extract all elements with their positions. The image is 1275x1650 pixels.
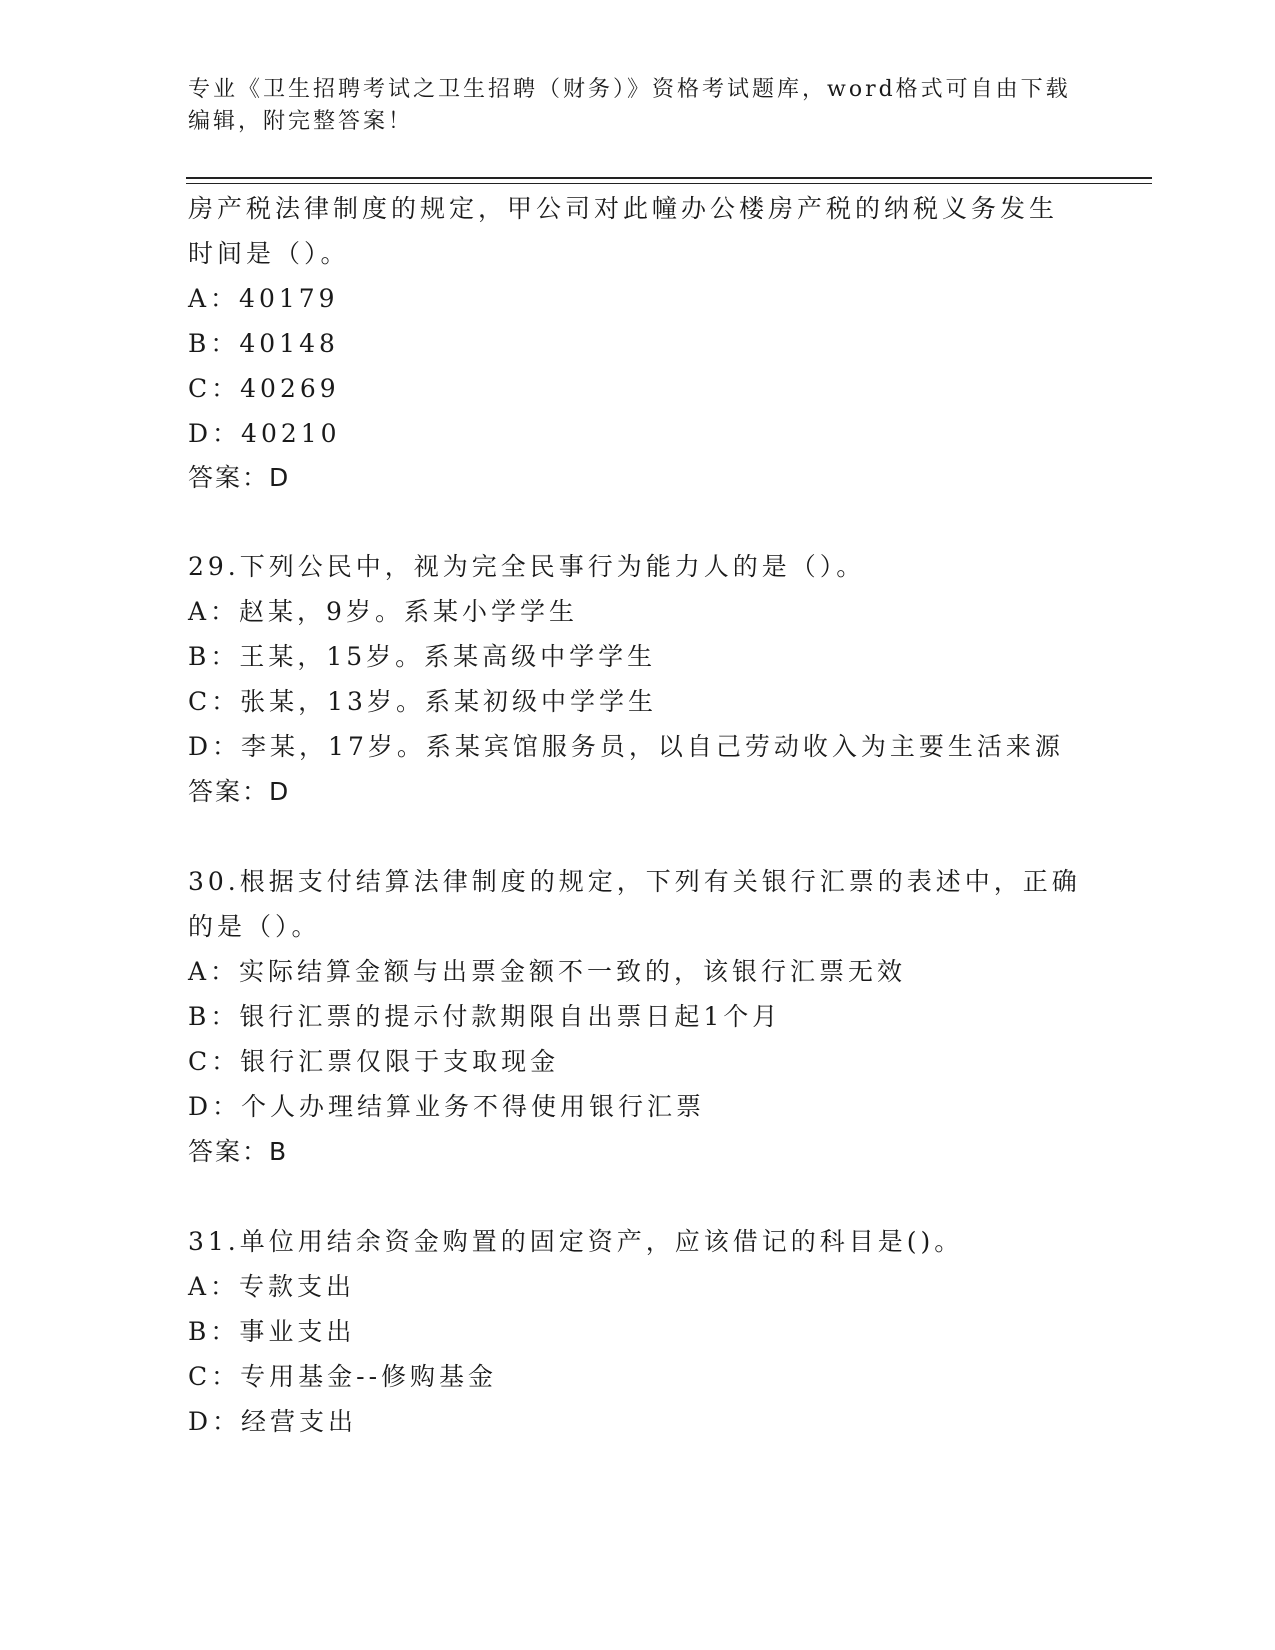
- q29-option-a: A：赵某，9岁。系某小学学生: [188, 597, 578, 626]
- header-line-2: 编辑，附完整答案！: [188, 109, 414, 134]
- q28-option-d: D：40210: [188, 419, 341, 448]
- q30-option-c: C：银行汇票仅限于支取现金: [188, 1047, 560, 1076]
- q29-stem-line-1: 29.下列公民中，视为完全民事行为能力人的是（）。: [188, 552, 866, 581]
- q29-answer: 答案：D: [188, 777, 291, 806]
- q31-option-d: D：经营支出: [188, 1407, 358, 1436]
- q31-option-b: B：事业支出: [188, 1317, 356, 1346]
- q29-option-d: D：李某，17岁。系某宾馆服务员，以自己劳动收入为主要生活来源: [188, 732, 1064, 761]
- q30-answer: 答案：B: [188, 1137, 289, 1166]
- q28-stem-line-2: 时间是（）。: [188, 239, 350, 268]
- header-divider-thick: [186, 177, 1152, 179]
- q30-option-a: A：实际结算金额与出票金额不一致的，该银行汇票无效: [188, 957, 907, 986]
- q28-answer: 答案：D: [188, 463, 291, 492]
- q28-option-a: A：40179: [188, 284, 339, 313]
- q29-option-b: B：王某，15岁。系某高级中学学生: [188, 642, 657, 671]
- q30-stem-line-1: 30.根据支付结算法律制度的规定，下列有关银行汇票的表述中，正确: [188, 867, 1081, 896]
- q31-option-a: A：专款支出: [188, 1272, 356, 1301]
- q28-stem-line-1: 房产税法律制度的规定，甲公司对此幢办公楼房产税的纳税义务发生: [188, 194, 1059, 223]
- q30-stem-line-2: 的是（）。: [188, 912, 321, 941]
- q28-option-b: B：40148: [188, 329, 339, 358]
- q30-option-b: B：银行汇票的提示付款期限自出票日起1个月: [188, 1002, 782, 1031]
- q28-option-c: C：40269: [188, 374, 340, 403]
- q30-option-d: D：个人办理结算业务不得使用银行汇票: [188, 1092, 706, 1121]
- document-header: [188, 74, 1088, 138]
- q31-option-c: C：专用基金--修购基金: [188, 1362, 498, 1391]
- header-line-1: 专业《卫生招聘考试之卫生招聘（财务）》资格考试题库，word格式可自由下载: [188, 77, 1071, 102]
- q29-option-c: C：张某，13岁。系某初级中学学生: [188, 687, 657, 716]
- header-divider-thin: [186, 183, 1152, 184]
- q31-stem-line-1: 31.单位用结余资金购置的固定资产，应该借记的科目是()。: [188, 1227, 964, 1256]
